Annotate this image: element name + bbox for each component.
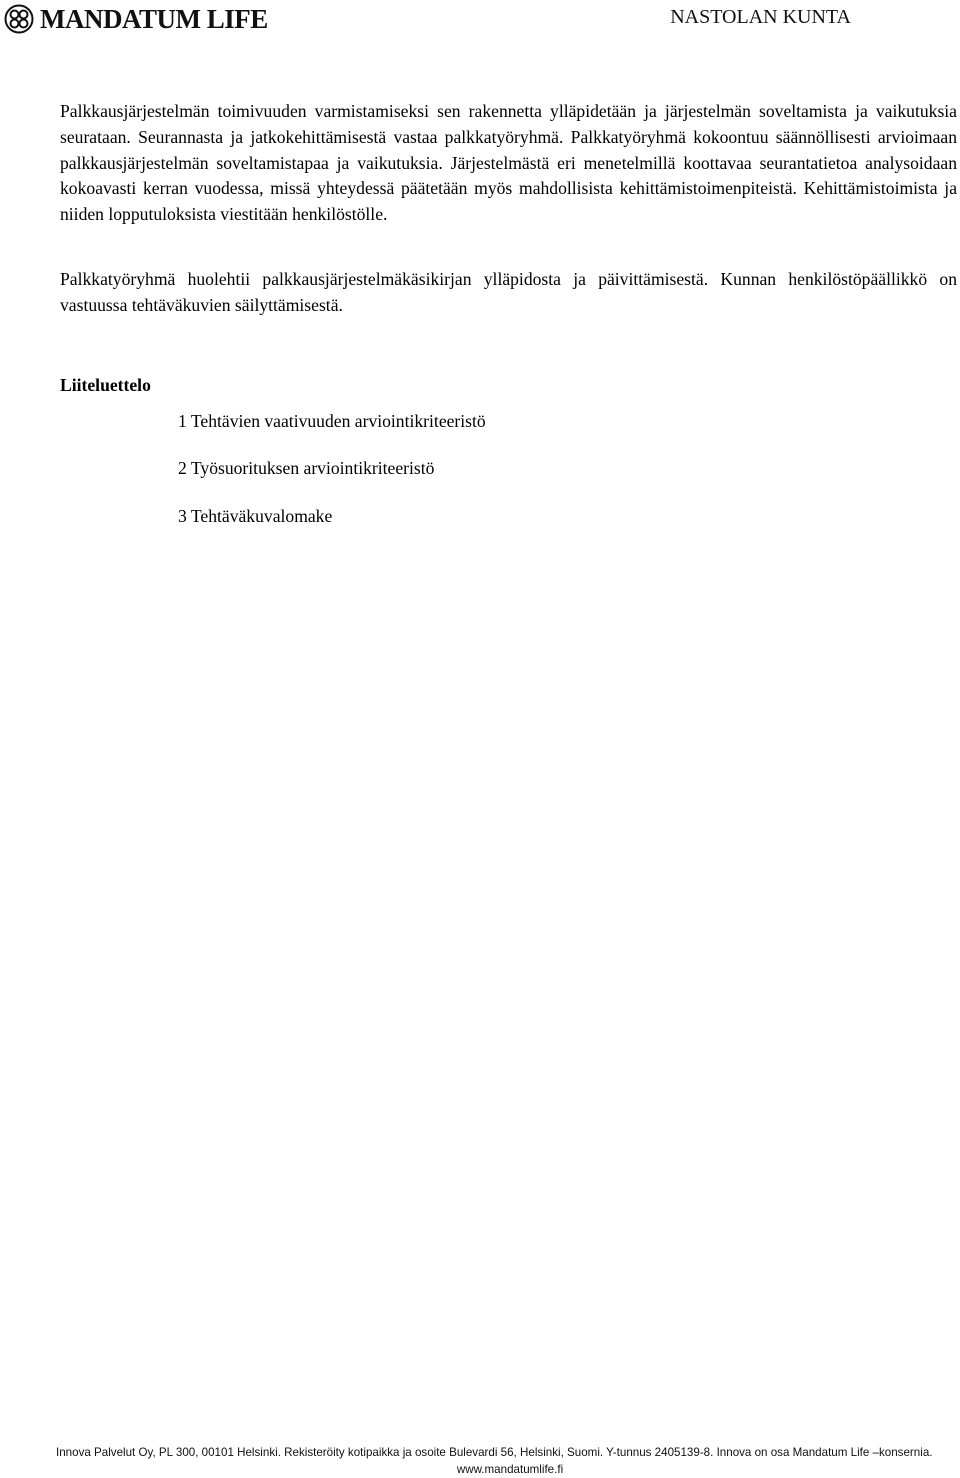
attachment-item: 1 Tehtävien vaativuuden arviointikriteeristö <box>178 411 486 431</box>
page-header <box>0 0 960 40</box>
page-footer <box>0 1444 960 1478</box>
attachments-title: Liiteluettelo <box>60 375 151 395</box>
footer-company-info: Innova Palvelut Oy, PL 300, 00101 Helsinki. Rekisteröity kotipaikka ja osoite Bulevardi 56, Helsinki, Suomi. Y-tunnus 2405139-8. Innova on osa Mandatum Life –konsernia. <box>56 1446 933 1459</box>
mandatum-life-logo <box>4 4 268 34</box>
attachment-item: 2 Työsuorituksen arviointikriteeristö <box>178 458 435 478</box>
logo-mark-icon <box>4 4 34 34</box>
body-paragraph-2: Palkkatyöryhmä huolehtii palkkausjärjestelmäkäsikirjan ylläpidosta ja päivittämisestä. Kunnan henkilöstöpäällikkö on vastuussa tehtäväkuvien säilyttämisestä. <box>60 269 957 315</box>
footer-website-link[interactable]: www.mandatumlife.fi <box>456 1463 564 1476</box>
body-paragraph-1: Palkkausjärjestelmän toimivuuden varmistamiseksi sen rakennetta ylläpidetään ja järjestelmän soveltamista ja vaikutuksia seurataan. Seurannasta ja jatkokehittämisestä vastaa palkkatyöryhmä. Palkkatyöryhmä kokoontuu säännöllisesti arvioimaan palkkausjärjestelmän soveltamistapaa ja vaikutuksia. Järjestelmästä eri menetelmillä koottavaa seurantatietoa analysoidaan kokoavasti kerran vuodessa, missä yhteydessä päätetään myös mahdollisista kehittämistoimenpiteistä. Kehittämistoimista ja niiden lopputuloksista viestitään henkilöstölle. <box>60 101 957 225</box>
client-name: NASTOLAN KUNTA <box>670 6 851 28</box>
attachment-item: 3 Tehtäväkuvalomake <box>178 506 333 526</box>
brand-name: MANDATUM LIFE <box>40 4 268 34</box>
